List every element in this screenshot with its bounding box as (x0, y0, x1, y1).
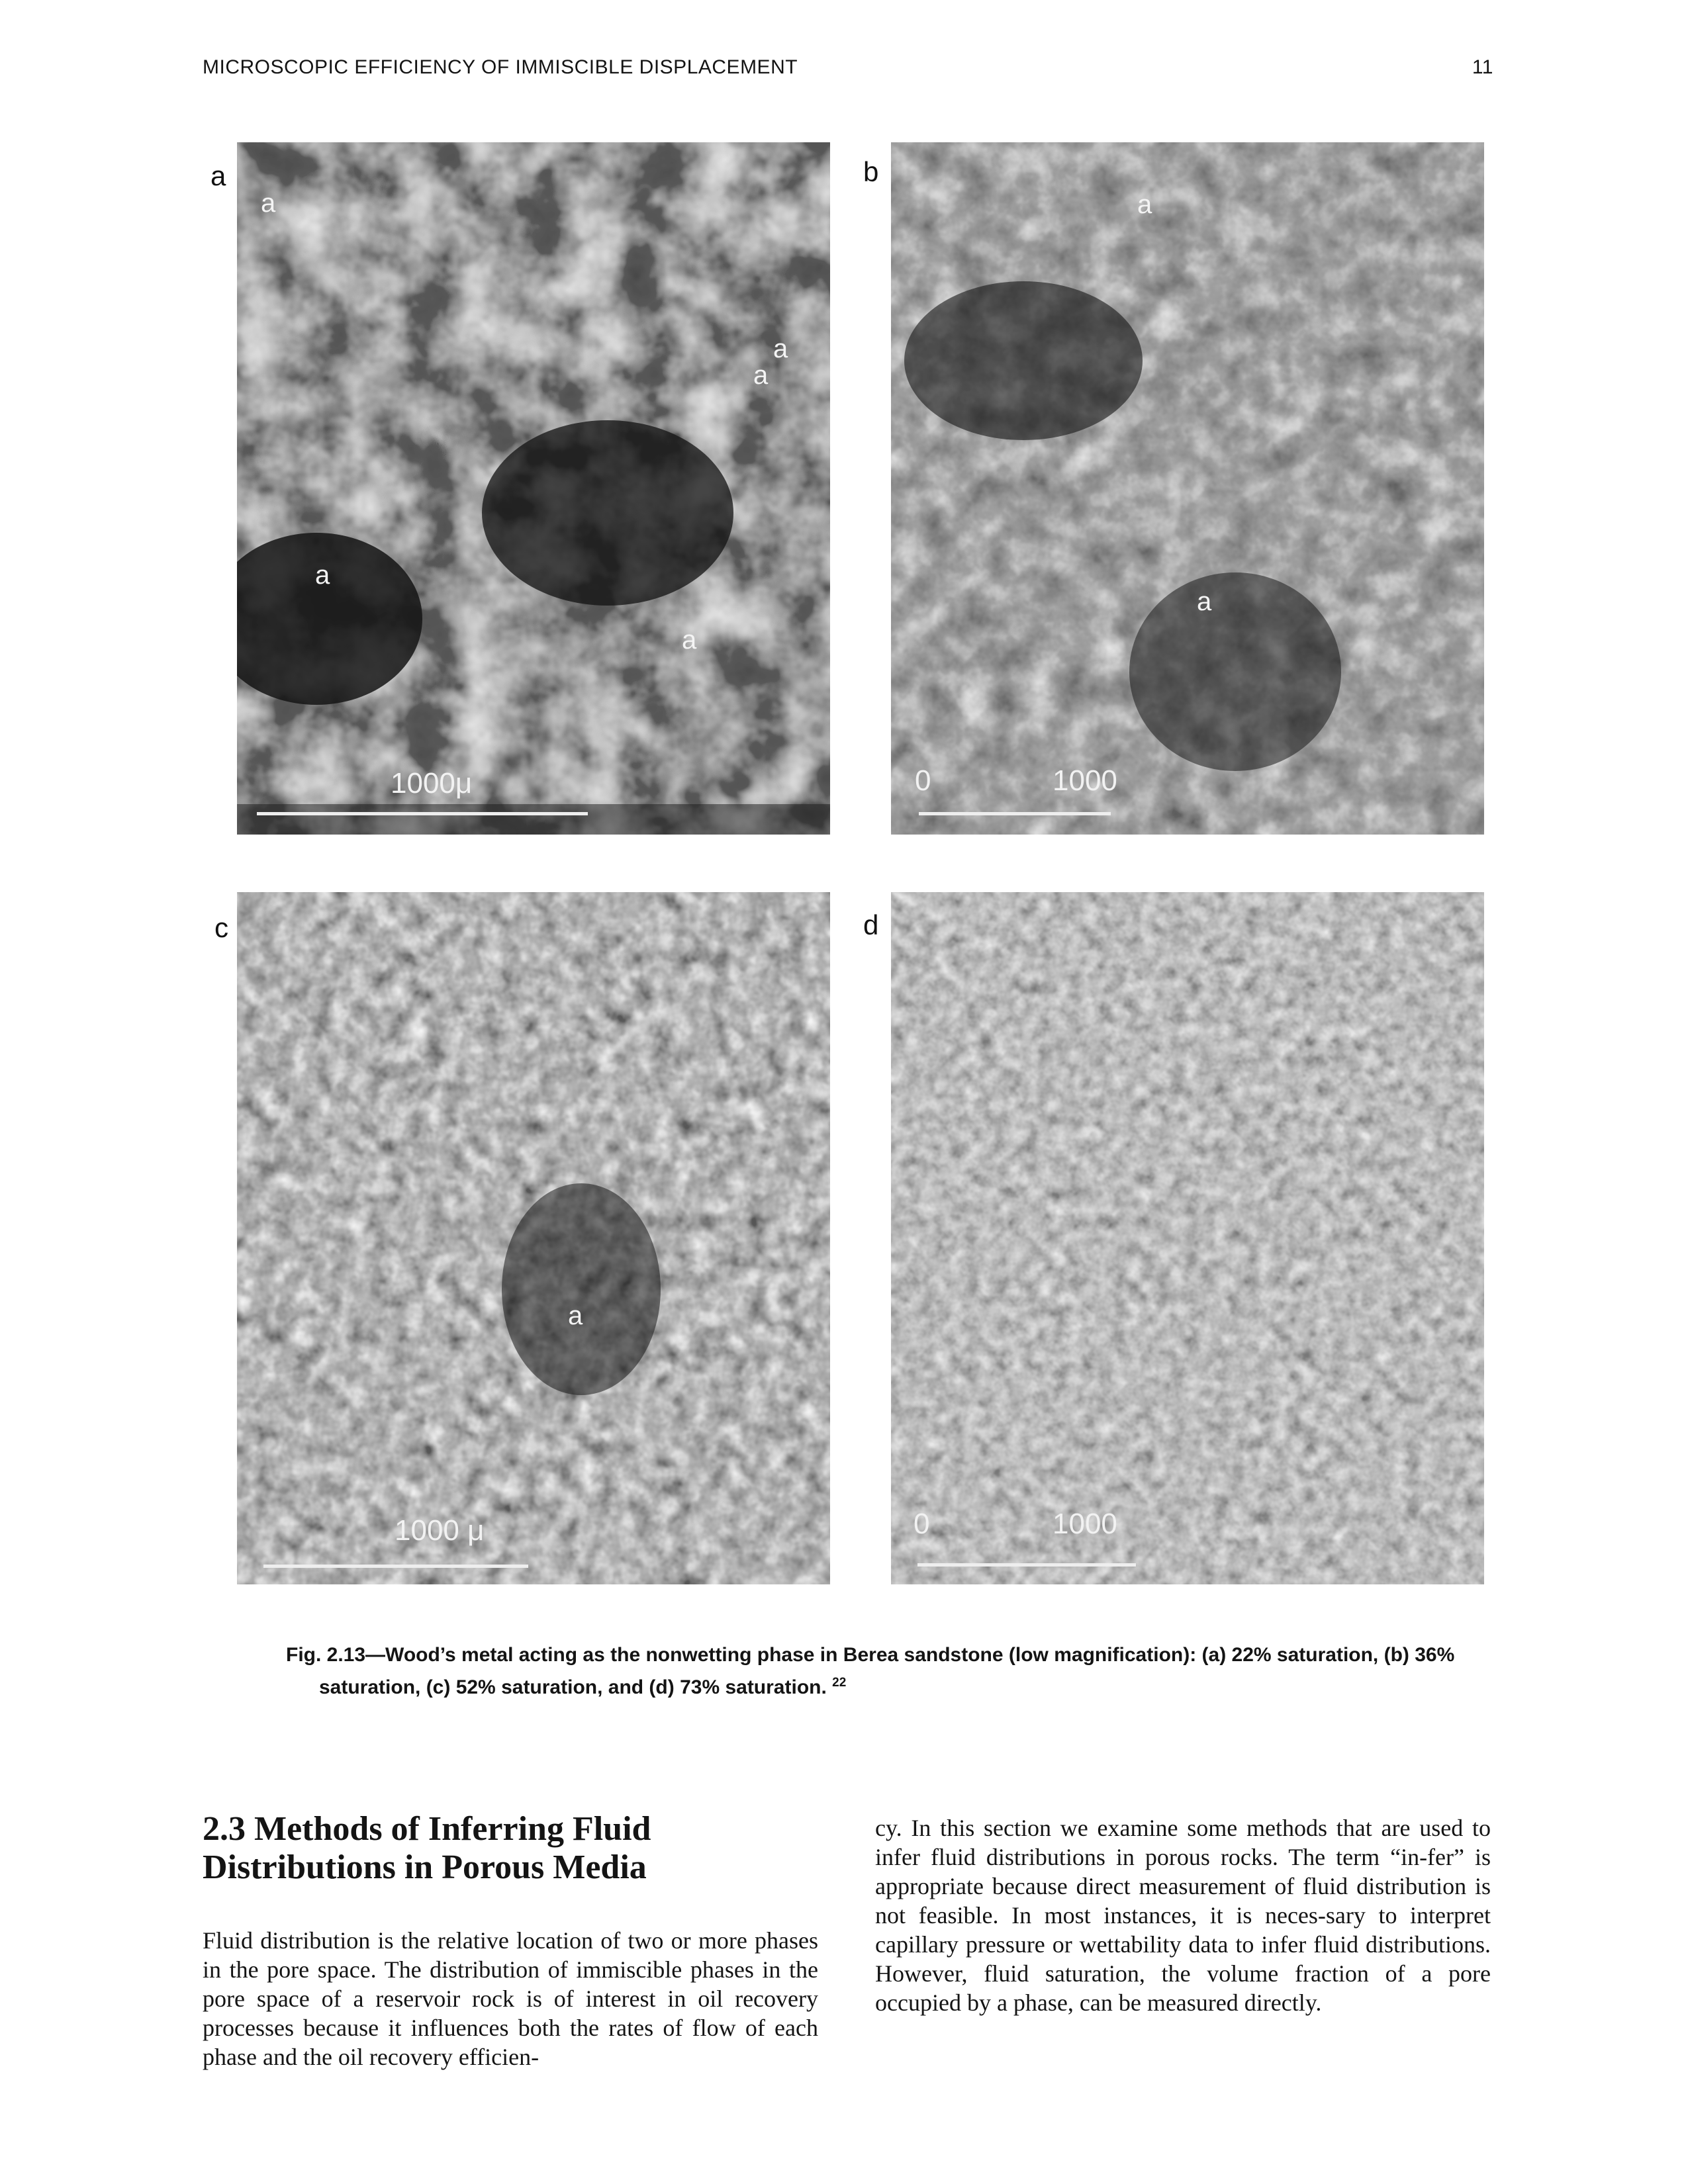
pore-label: a (1137, 190, 1152, 219)
page-number: 11 (1472, 56, 1493, 78)
photomicrograph-b (891, 142, 1484, 835)
pore-label: a (682, 625, 697, 655)
scale-bar-zero: 0 (915, 764, 931, 797)
photomicrograph-d (891, 892, 1484, 1584)
section-heading: 2.3 Methods of Inferring Fluid Distributions in Porous Media (203, 1810, 651, 1886)
scale-bar-zero: 0 (914, 1508, 930, 1540)
figure-caption-reference: 22 (832, 1676, 847, 1690)
photomicrograph-c (237, 892, 830, 1584)
panel-d-letter: d (863, 909, 879, 940)
running-title: MICROSCOPIC EFFICIENCY OF IMMISCIBLE DISPLACEMENT (203, 56, 798, 78)
photomicrograph-a (237, 142, 830, 835)
scale-bar (917, 1563, 1136, 1567)
pore-label: a (1197, 587, 1212, 616)
panel-c-letter: c (214, 912, 228, 943)
panel-b-letter: b (863, 156, 879, 187)
scale-bar-label: 1000 μ (395, 1514, 485, 1547)
scale-bar-label: 1000 (1053, 1508, 1117, 1540)
body-text-left-column: Fluid distribution is the relative location of two or more phases in the pore space. The distribution of immiscible phases in the pore space of a reservoir rock is of interest in oil recovery processes because it influences both the rates of flow of each phase and the oil recovery efficien- (203, 1927, 818, 2070)
pore-label: a (568, 1301, 583, 1330)
scale-bar (257, 812, 588, 815)
pore-label: a (261, 189, 276, 218)
figure-caption-label: Fig. 2.13 (286, 1644, 366, 1666)
figure-caption-text-cont: saturation, (c) 52% saturation, and (d) 73% saturation. (319, 1676, 827, 1698)
figure-caption (286, 1641, 1497, 1702)
pore-label: a (753, 361, 769, 390)
figure-caption-text: —Wood’s metal acting as the nonwetting phase in Berea sandstone (low magnification): (a) 22% saturation, (b) 36% (365, 1644, 1455, 1666)
running-head (203, 54, 1493, 81)
scale-bar-label: 1000μ (391, 767, 473, 799)
pore-label: a (773, 334, 788, 363)
scale-bar (263, 1565, 528, 1568)
scale-bar-label: 1000 (1053, 764, 1117, 797)
panel-a-letter: a (211, 160, 226, 191)
pore-label: a (315, 561, 330, 590)
scale-bar (919, 812, 1111, 815)
body-text-right-column: cy. In this section we examine some methods that are used to infer fluid distributions in porous rocks. The term “in-fer” is appropriate because direct measurement of fluid distribution is not feasible. In most instances, it is neces-sary to interpret capillary pressure or wettability data to infer fluid distributions. However, fluid saturation, the volume fraction of a pore occupied by a phase, can be measured directly. (875, 1815, 1491, 2016)
